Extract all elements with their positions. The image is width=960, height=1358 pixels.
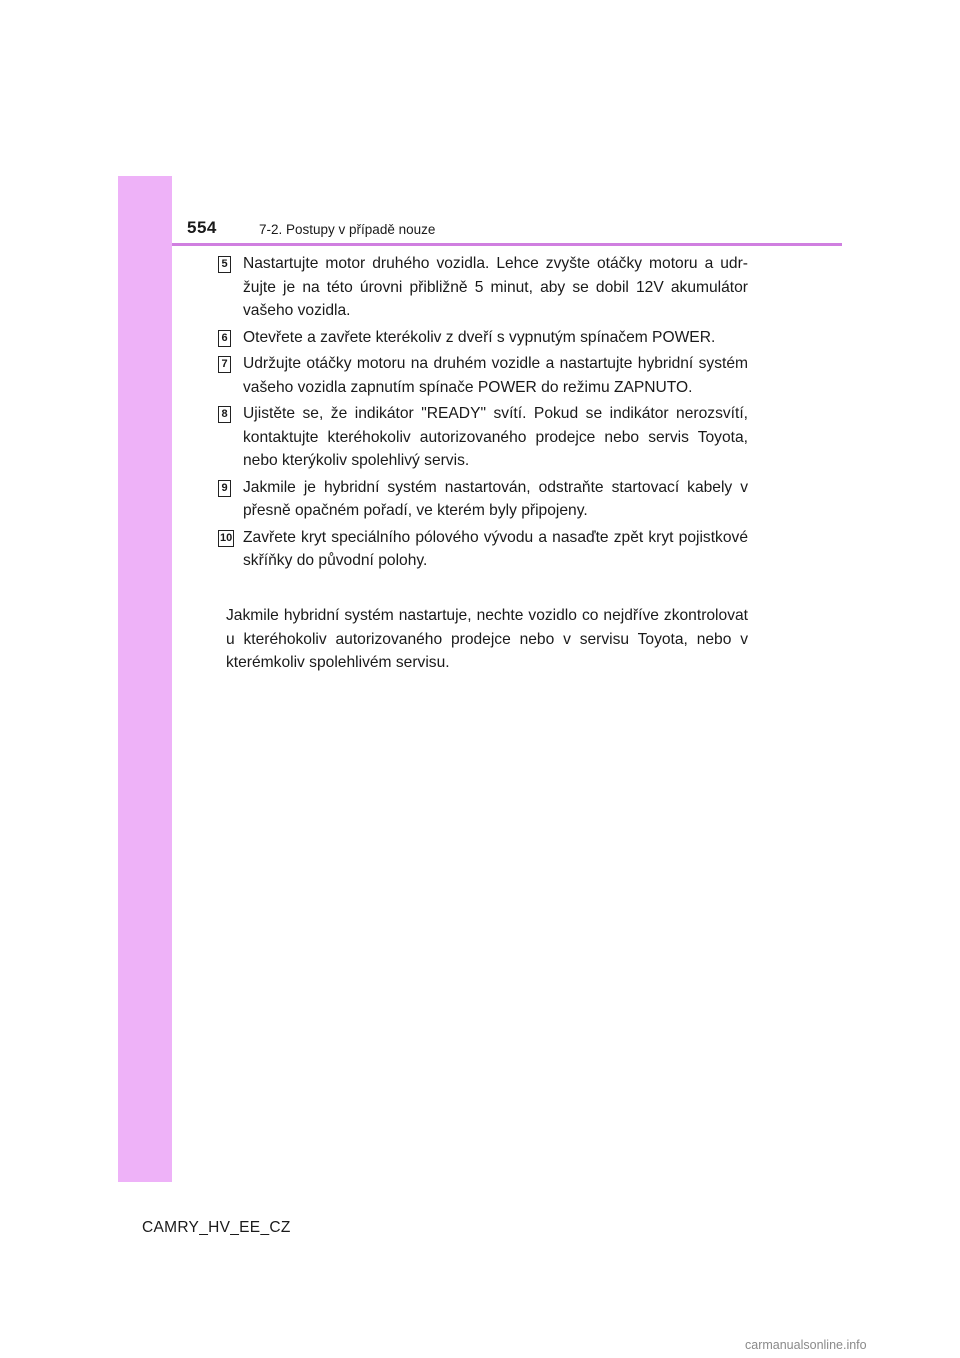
document-code: CAMRY_HV_EE_CZ [142,1219,291,1236]
step-item-10 [218,526,748,573]
step-item-5 [218,252,748,323]
step-number-badge: 5 [218,256,231,273]
step-number-badge: 10 [218,530,234,547]
step-number-badge: 6 [218,330,231,347]
page-number: 554 [187,218,217,237]
step-text: Ujistěte se, že indikátor "READY" svítí. Pokud se indikátor nerozsvítí, kontaktujte kteréhokoliv autorizovaného prodejce nebo servis Toyota, nebo kterýkoliv spolehlivý servis. [243,405,748,469]
closing-paragraph: Jakmile hybridní systém nastartuje, nechte vozidlo co nejdříve zkontrolovat u kteréhokoliv autorizovaného prodejce nebo v servisu Toyota, nebo v kterémkoliv spolehlivém servisu. [226,607,748,671]
step-text: Zavřete kryt speciálního pólového vývodu a nasaďte zpět kryt pojistkové skříňky do původní polohy. [243,528,748,569]
step-item-7 [218,352,748,399]
step-item-9 [218,476,748,523]
step-text: Nastartujte motor druhého vozidla. Lehce zvyšte otáčky motoru a udržujte je na této úrovni přibližně 5 minut, aby se dobil 12V akumulátor vašeho vozidla. [243,255,748,319]
watermark-text: carmanualsonline.info [745,1338,867,1352]
step-item-8 [218,402,748,473]
header-divider [172,243,842,246]
step-text: Otevřete a zavřete kterékoliv z dveří s vypnutým spínačem POWER. [243,328,716,346]
steps-list [218,252,748,576]
step-item-6 [218,326,748,350]
chapter-side-band [118,176,172,1182]
step-number-badge: 9 [218,480,231,497]
step-number-badge: 7 [218,356,231,373]
step-number-badge: 8 [218,406,231,423]
step-text: Udržujte otáčky motoru na druhém vozidle a nastartujte hybridní systém vašeho vozidla zapnutím spínače POWER do režimu ZAPNUTO. [243,355,748,396]
section-title: 7-2. Postupy v případě nouze [259,222,436,237]
step-text: Jakmile je hybridní systém nastartován, odstraňte startovací kabely v přesně opačném pořadí, ve kterém byly připojeny. [243,478,748,519]
